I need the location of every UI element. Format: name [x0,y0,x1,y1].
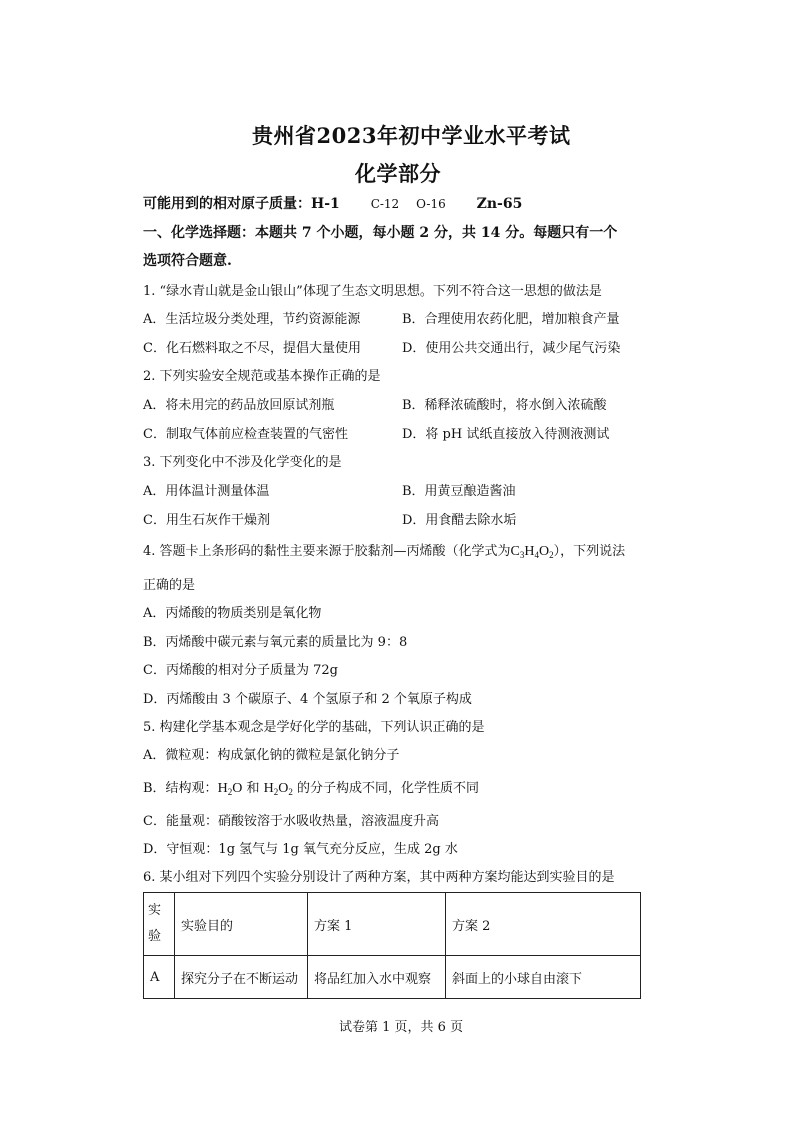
q3-option-d: D．用食醋去除水垢 [402,513,517,528]
q5-option-c: C．能量观：硝酸铵溶于水吸收热量，溶液温度升高 [143,814,439,829]
q4-stem-tail: ），下列说法 [553,544,626,559]
q6-stem: 6. 某小组对下列四个实验分别设计了两种方案，其中两种方案均能达到实验目的是 [143,870,615,885]
table-header-cell: 方案 2 [446,893,641,956]
exam-subtitle: 化学部分 [355,161,441,186]
section-heading-line2: 选项符合题意. [143,253,232,269]
q4-option-a: A．丙烯酸的物质类别是氧化物 [143,606,322,621]
q4-stem-text: 4. 答题卡上条形码的黏性主要来源于胶黏剂—丙烯酸（化学式为 [143,544,511,559]
q2-stem: 2. 下列实验安全规范或基本操作正确的是 [143,369,381,384]
q3-option-b: B．用黄豆酿造酱油 [402,484,516,499]
q5-option-a: A．微粒观：构成氯化钠的微粒是氯化钠分子 [143,748,400,763]
atomic-mass-h: H-1 [311,196,340,212]
q5-option-d: D．守恒观：1g 氢气与 1g 氧气充分反应，生成 2g 水 [143,842,458,857]
q4-stem-line2: 正确的是 [143,578,196,593]
table-cell: 探究分子在不断运动 [175,956,308,999]
atomic-masses [143,193,522,213]
q1-option-a: A．生活垃圾分类处理，节约资源能源 [143,312,361,327]
q3-option-c: C．用生石灰作干燥剂 [143,513,270,528]
atomic-mass-c: C-12 [370,197,400,211]
q3-option-a: A．用体温计测量体温 [143,484,270,499]
q4-stem [143,540,625,560]
page-footer: 试卷第 1 页，共 6 页 [339,1020,464,1035]
section-heading-line1: 一、化学选择题：本题共 7 个小题，每小题 2 分，共 14 分。每题只有一个 [143,225,618,241]
q5-option-b: B．结构观：$H_2O$ 和 $H_2O_2$ 的分子构成不同，化学性质不同 [143,781,479,797]
table-header-row [144,893,641,956]
experiment-table [143,892,641,999]
q5-formula-h2o2: $H_2O_2$ [263,781,293,797]
q2-option-a: A．将未用完的药品放回原试剂瓶 [143,398,335,413]
q2-option-d: D．将 pH 试纸直接放入待测液测试 [402,427,610,442]
table-cell: 斜面上的小球自由滚下 [446,956,641,999]
q1-option-c: C．化石燃料取之不尽，提倡大量使用 [143,341,361,356]
q1-option-d: D．使用公共交通出行，减少尾气污染 [402,341,621,356]
q3-stem: 3. 下列变化中不涉及化学变化的是 [143,455,342,470]
q1-stem: 1. “绿水青山就是金山银山”体现了生态文明思想。下列不符合这一思想的做法是 [143,284,602,299]
q4-option-b: B．丙烯酸中碳元素与氧元素的质量比为 9：8 [143,635,408,650]
atomic-mass-zn: Zn-65 [476,196,523,212]
table-header-cell: 实验 [144,893,175,956]
table-header-cell: 方案 1 [308,893,446,956]
q4-option-c: C．丙烯酸的相对分子质量为 72g [143,663,338,678]
q1-option-b: B．合理使用农药化肥，增加粮食产量 [402,312,620,327]
atomic-masses-label: 可能用到的相对原子质量： [143,196,311,212]
q4-formula: $C_3H_4O_2$ [510,544,554,560]
table-cell: A [144,956,175,999]
q2-option-b: B．稀释浓硫酸时，将水倒入浓硫酸 [402,398,607,413]
table-header-cell: 实验目的 [175,893,308,956]
atomic-mass-o: O-16 [416,197,446,211]
table-cell: 将品红加入水中观察 [308,956,446,999]
exam-title: 贵州省2023年初中学业水平考试 [252,123,571,148]
q4-option-d: D．丙烯酸由 3 个碳原子、4 个氢原子和 2 个氧原子构成 [143,692,472,707]
table-row [144,956,641,999]
q2-option-c: C．制取气体前应检查装置的气密性 [143,427,348,442]
q5-stem: 5. 构建化学基本观念是学好化学的基础，下列认识正确的是 [143,720,485,735]
q5-formula-h2o: $H_2O$ [217,781,243,797]
